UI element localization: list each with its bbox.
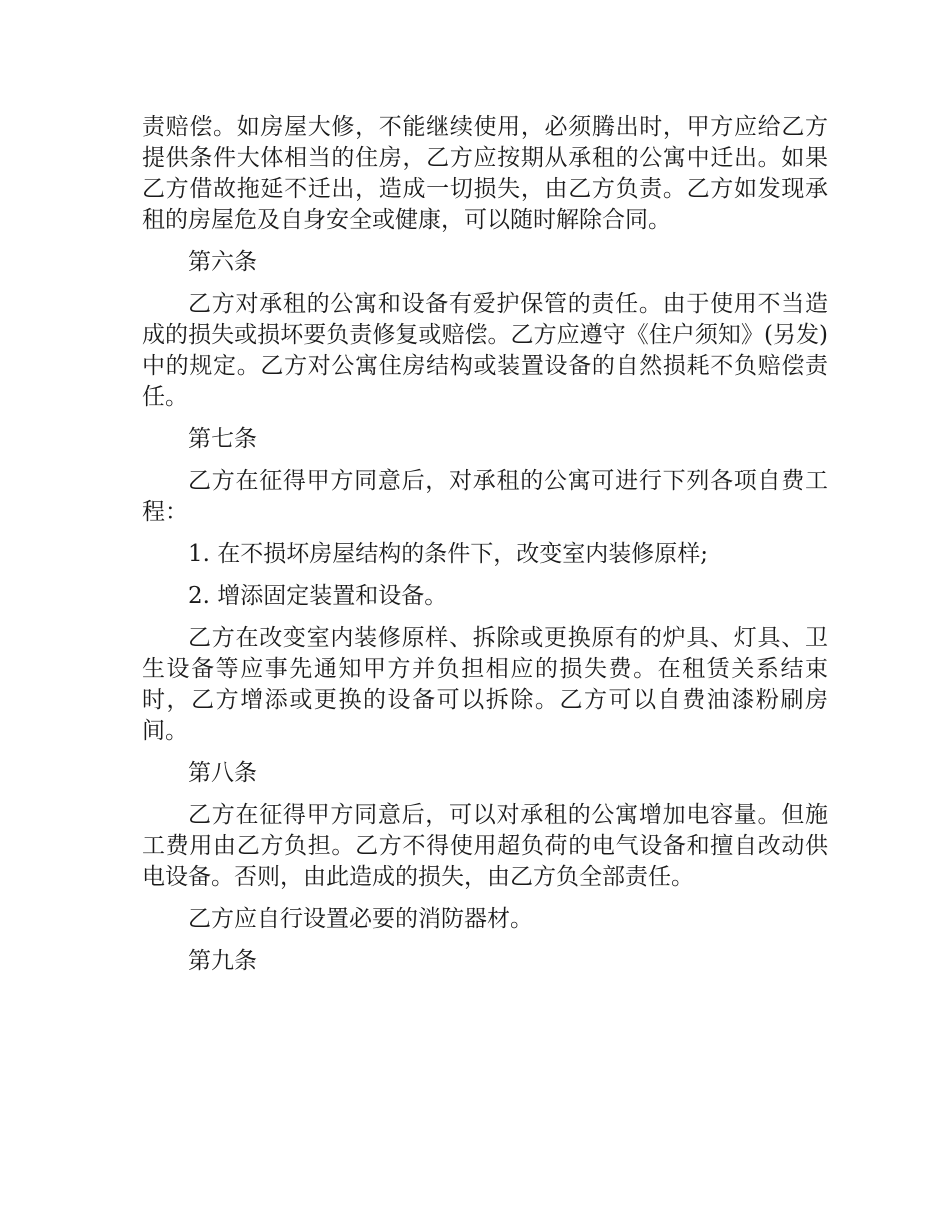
article-heading-7: 第七条 [188, 426, 257, 452]
paragraph: 乙方对承租的公寓和设备有爱护保管的责任。由于使用不当造成的损失或损坏要负责修复或赔偿。乙方应遵守《住户须知》(另发)中的规定。乙方对公寓住房结构或装置设备的自然损耗不负赔偿责任。 [142, 291, 828, 410]
article-heading-9: 第九条 [188, 948, 257, 974]
list-item: 1. 在不损坏房屋结构的条件下，改变室内装修原样; [188, 541, 709, 567]
article-heading-6: 第六条 [188, 249, 257, 275]
article-heading-8: 第八条 [188, 760, 257, 786]
paragraph: 乙方在征得甲方同意后，对承租的公寓可进行下列各项自费工程： [142, 468, 828, 525]
list-item: 2. 增添固定装置和设备。 [188, 583, 448, 609]
paragraph: 乙方在征得甲方同意后，可以对承租的公寓增加电容量。但施工费用由乙方负担。乙方不得使用超负荷的电气设备和擅自改动供电设备。否则，由此造成的损失，由乙方负全部责任。 [142, 802, 828, 890]
document-page [142, 112, 828, 988]
paragraph-continuation: 责赔偿。如房屋大修，不能继续使用，必须腾出时，甲方应给乙方提供条件大体相当的住房，乙方应按期从承租的公寓中迁出。如果乙方借故拖延不迁出，造成一切损失，由乙方负责。乙方如发现承租的房屋危及自身安全或健康，可以随时解除合同。 [142, 114, 828, 233]
paragraph: 乙方应自行设置必要的消防器材。 [188, 906, 533, 932]
paragraph: 乙方在改变室内装修原样、拆除或更换原有的炉具、灯具、卫生设备等应事先通知甲方并负担相应的损失费。在租赁关系结束时，乙方增添或更换的设备可以拆除。乙方可以自费油漆粉刷房间。 [142, 625, 828, 744]
